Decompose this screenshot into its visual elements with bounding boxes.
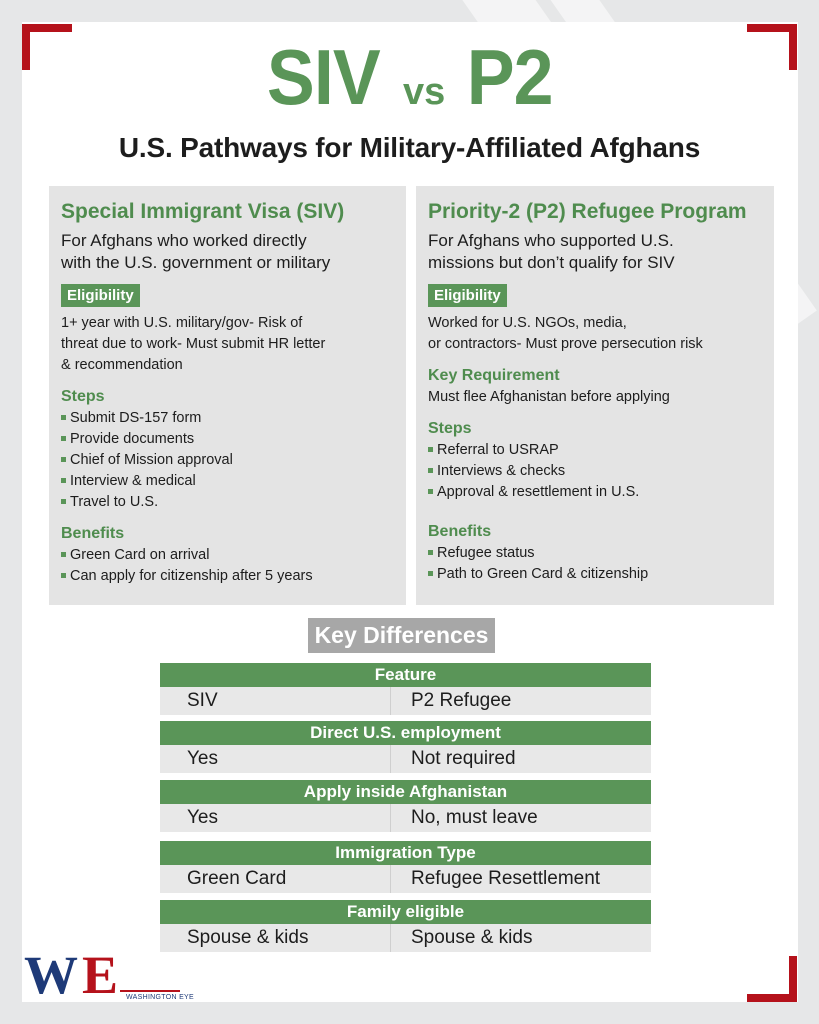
- siv-eligibility-line: 1+ year with U.S. military/gov- Risk of: [61, 315, 303, 331]
- list-item: Path to Green Card & citizenship: [428, 564, 762, 585]
- logo-w: W: [24, 945, 72, 1005]
- list-item: Submit DS-157 form: [61, 408, 394, 429]
- comparison-block-family: [160, 900, 651, 952]
- table-row: [160, 804, 651, 832]
- p2-value: No, must leave: [390, 804, 538, 832]
- p2-eligibility-line: or contractors- Must prove persecution risk: [428, 336, 703, 352]
- siv-title: Special Immigrant Visa (SIV): [61, 200, 345, 223]
- p2-value: Spouse & kids: [390, 924, 532, 952]
- list-item: Interview & medical: [61, 471, 394, 492]
- logo-underline: [120, 990, 180, 992]
- title-vs: vs: [403, 71, 446, 113]
- siv-value: Green Card: [187, 868, 287, 889]
- p2-panel: [416, 186, 774, 605]
- title-siv: SIV: [267, 33, 381, 121]
- p2-desc-line: For Afghans who supported U.S.: [428, 231, 674, 250]
- list-item: Referral to USRAP: [428, 440, 762, 461]
- p2-steps-label: Steps: [428, 420, 472, 437]
- p2-value: Refugee Resettlement: [390, 865, 600, 893]
- siv-description: [61, 230, 394, 274]
- logo-text: WASHINGTON EYE: [126, 994, 194, 1001]
- list-item: Approval & resettlement in U.S.: [428, 482, 762, 503]
- p2-value: Not required: [390, 745, 516, 773]
- page-title: [0, 33, 819, 121]
- siv-benefits-label: Benefits: [61, 525, 125, 542]
- p2-value: P2 Refugee: [390, 687, 511, 715]
- comparison-header: Feature: [160, 663, 651, 687]
- comparison-header: Family eligible: [160, 900, 651, 924]
- comparison-block-employment: [160, 721, 651, 773]
- corner-bracket-bottom-right: [747, 956, 797, 1002]
- p2-benefits-label: Benefits: [428, 523, 492, 540]
- comparison-block-apply-inside: [160, 780, 651, 832]
- siv-panel: [49, 186, 406, 605]
- p2-key-requirement-label: Key Requirement: [428, 367, 560, 384]
- siv-desc-line: with the U.S. government or military: [61, 253, 331, 272]
- comparison-block-immigration-type: [160, 841, 651, 893]
- p2-desc-line: missions but don’t qualify for SIV: [428, 253, 675, 272]
- siv-steps-label: Steps: [61, 388, 105, 405]
- p2-eligibility-label: Eligibility: [428, 284, 507, 307]
- table-row: [160, 924, 651, 952]
- siv-eligibility-line: threat due to work- Must submit HR letter: [61, 336, 326, 352]
- comparison-header: Immigration Type: [160, 841, 651, 865]
- logo-e: E: [82, 945, 119, 1005]
- list-item: Provide documents: [61, 429, 394, 450]
- p2-steps-list: [428, 440, 762, 503]
- siv-value: Yes: [187, 748, 218, 769]
- siv-desc-line: For Afghans who worked directly: [61, 231, 307, 250]
- title-p2: P2: [467, 33, 553, 121]
- siv-value: Yes: [187, 807, 218, 828]
- table-row: [160, 865, 651, 893]
- p2-key-requirement-text: Must flee Afghanistan before applying: [428, 389, 670, 405]
- p2-title: Priority-2 (P2) Refugee Program: [428, 200, 747, 223]
- list-item: Chief of Mission approval: [61, 450, 394, 471]
- list-item: Interviews & checks: [428, 461, 762, 482]
- siv-value: SIV: [187, 690, 218, 711]
- siv-eligibility-label: Eligibility: [61, 284, 140, 307]
- key-differences-label: Key Differences: [308, 618, 495, 653]
- list-item: Green Card on arrival: [61, 545, 394, 566]
- comparison-header: Direct U.S. employment: [160, 721, 651, 745]
- siv-eligibility-text: [61, 313, 394, 376]
- p2-benefits-list: [428, 543, 762, 585]
- p2-eligibility-line: Worked for U.S. NGOs, media,: [428, 315, 627, 331]
- siv-steps-list: [61, 408, 394, 513]
- table-row: [160, 687, 651, 715]
- p2-description: [428, 230, 762, 274]
- list-item: Travel to U.S.: [61, 492, 394, 513]
- list-item: Refugee status: [428, 543, 762, 564]
- comparison-block-feature: [160, 663, 651, 715]
- comparison-header: Apply inside Afghanistan: [160, 780, 651, 804]
- siv-eligibility-line: & recommendation: [61, 357, 183, 373]
- siv-benefits-list: [61, 545, 394, 587]
- p2-eligibility-text: [428, 313, 762, 355]
- list-item: Can apply for citizenship after 5 years: [61, 566, 394, 587]
- page-subtitle: U.S. Pathways for Military-Affiliated Afghans: [118, 132, 701, 163]
- table-row: [160, 745, 651, 773]
- siv-value: Spouse & kids: [187, 927, 309, 948]
